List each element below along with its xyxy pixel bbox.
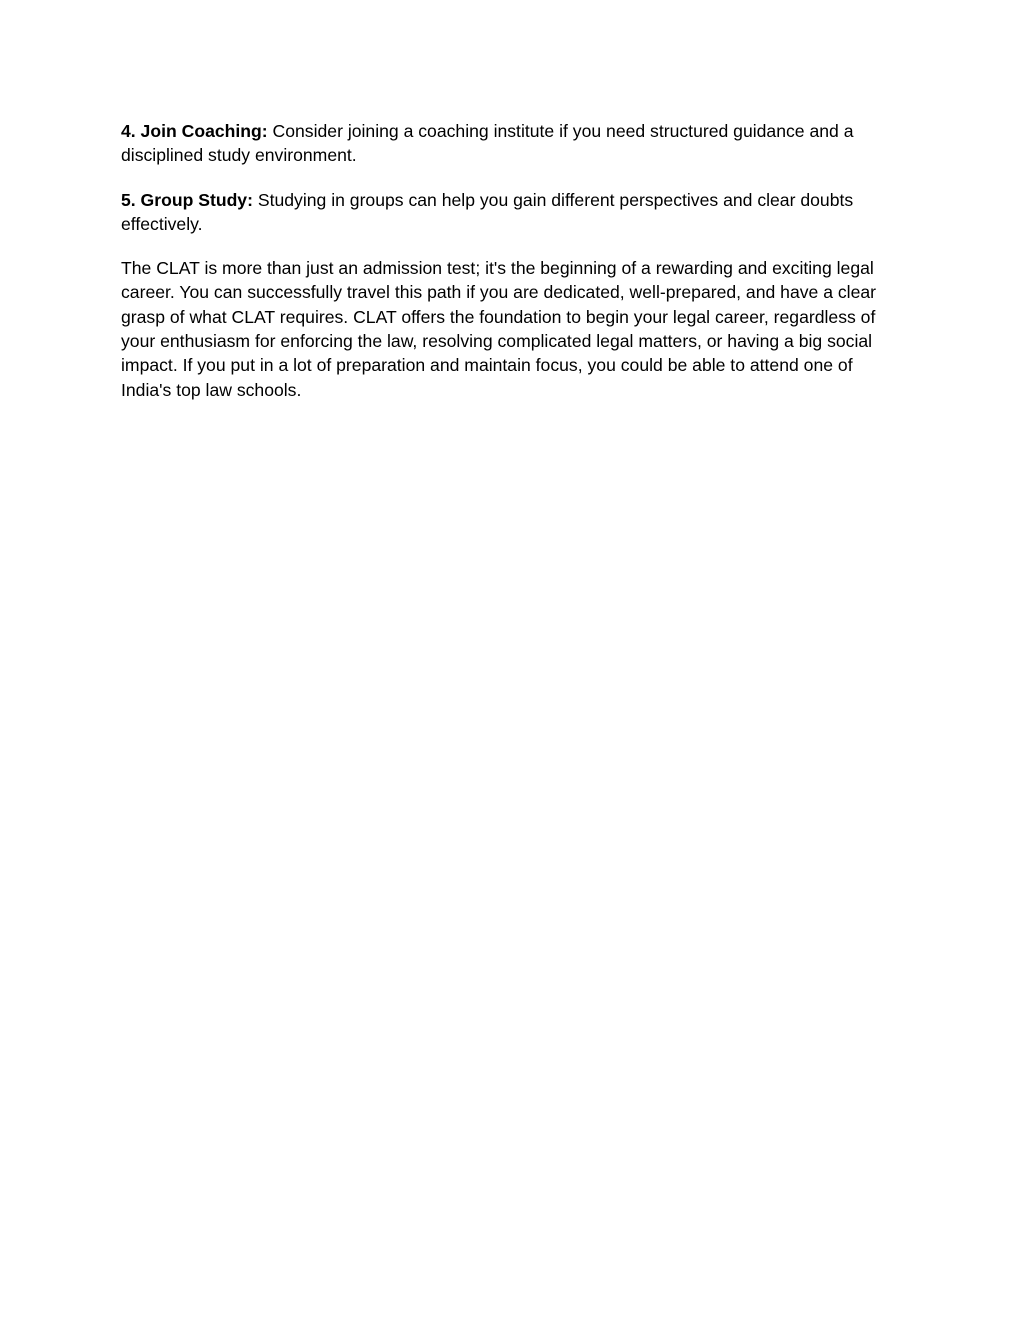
list-item-group-study <box>121 188 906 237</box>
item-heading: 4. Join Coaching: <box>121 121 268 141</box>
item-text: Studying in groups can help you gain different perspectives and clear doubts effectively. <box>121 189 854 234</box>
document-body <box>121 119 906 422</box>
conclusion-paragraph: The CLAT is more than just an admission test; it's the beginning of a rewarding and exciting legal career. You can successfully travel this path if you are dedicated, well-prepared, and have a clear grasp of what CLAT requires. CLAT offers the foundation to begin your legal career, regardless of your enthusiasm for enforcing the law, resolving complicated legal matters, or having a big social impact. If you put in a lot of preparation and maintain focus, you could be able to attend one of India's top law schools. <box>121 258 877 400</box>
item-text: Consider joining a coaching institute if you need structured guidance and a disciplined study environment. <box>121 121 854 166</box>
item-heading: 5. Group Study: <box>121 189 253 210</box>
list-item-join-coaching <box>121 119 906 168</box>
